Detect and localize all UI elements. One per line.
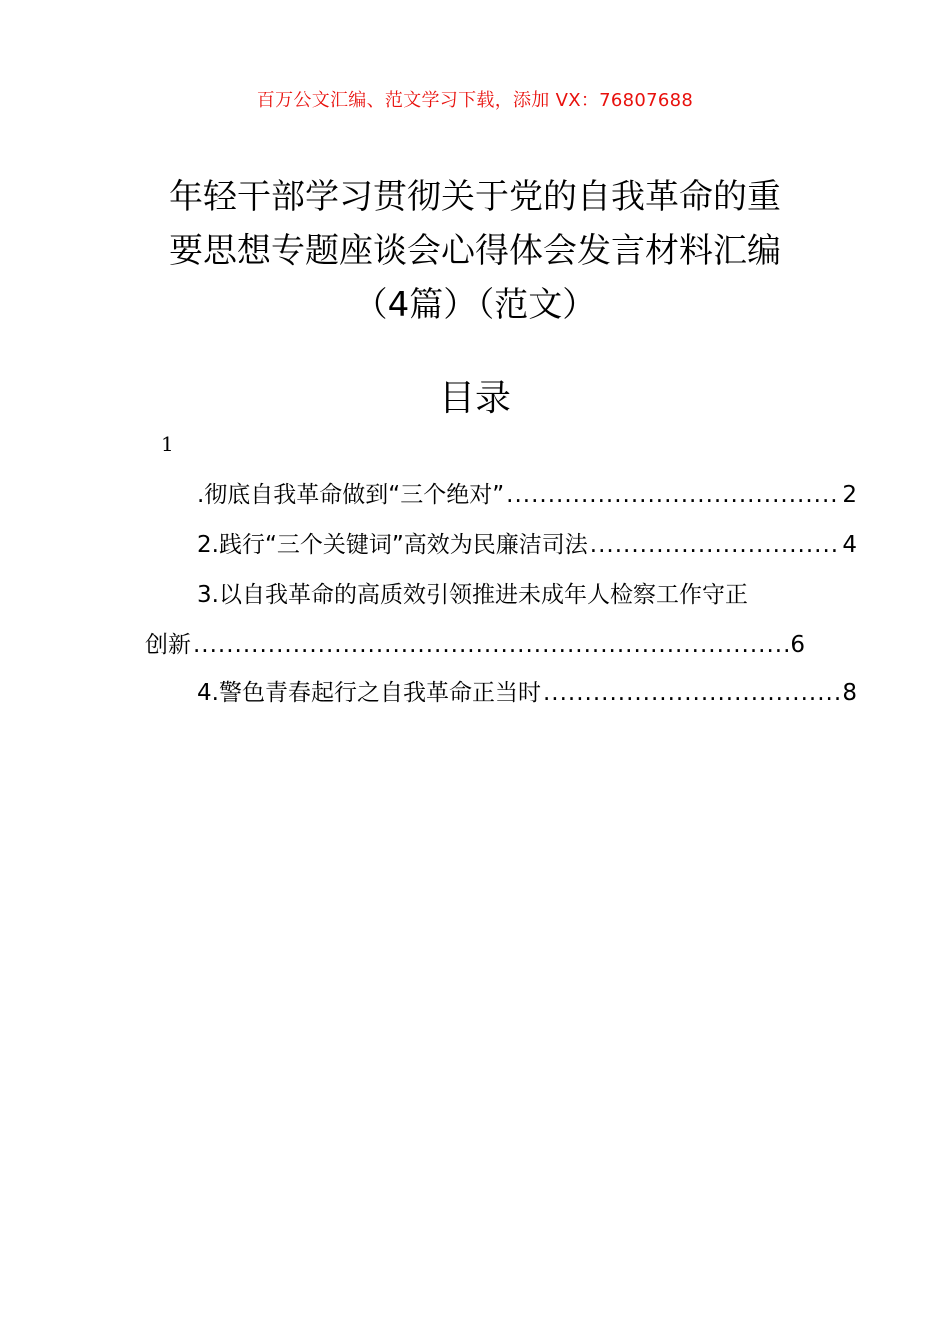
toc-page-number: 2 (842, 482, 857, 508)
toc-entry-1[interactable] (145, 480, 857, 510)
toc-leader-dots (193, 630, 788, 660)
toc-entry-text-line-2: 创新 (145, 632, 191, 658)
toc-entry-text: 4.警色青春起行之自我革命正当时 (197, 680, 541, 706)
toc-heading: 目录 (438, 378, 511, 419)
title-line-1: 年轻干部学习贯彻关于党的自我革命的重 (169, 177, 781, 217)
title-line-3: （4篇）（范文） (353, 285, 597, 325)
toc-entry-2[interactable] (145, 530, 857, 560)
toc-entry-text-line-1: 3.以自我革命的高质效引领推进未成年人检察工作守正 (197, 582, 748, 608)
toc-stray-number: 1 (161, 432, 174, 456)
toc-entry-text: .彻底自我革命做到“三个绝对” (197, 482, 505, 508)
toc-leader-dots (590, 530, 841, 560)
toc-entry-line[interactable] (145, 480, 857, 510)
toc-entry-text: 2.践行“三个关键词”高效为民廉洁司法 (197, 532, 588, 558)
toc-entry-4[interactable] (145, 678, 857, 708)
toc-entry-3[interactable] (145, 580, 805, 660)
toc-leader-dots (543, 678, 840, 708)
toc-page-number: 8 (842, 680, 857, 706)
header-watermark-note: 百万公文汇编、范文学习下载，添加 VX：76807688 (256, 90, 694, 111)
toc-entry-line[interactable] (145, 678, 857, 708)
toc-entry-line[interactable] (145, 630, 805, 660)
toc-page-number: 6 (790, 632, 805, 658)
toc-leader-dots (506, 480, 840, 510)
toc-entry-line[interactable] (145, 530, 857, 560)
title-line-2: 要思想专题座谈会心得体会发言材料汇编 (169, 231, 781, 271)
document-title (150, 170, 800, 332)
toc-page-number: 4 (842, 532, 857, 558)
